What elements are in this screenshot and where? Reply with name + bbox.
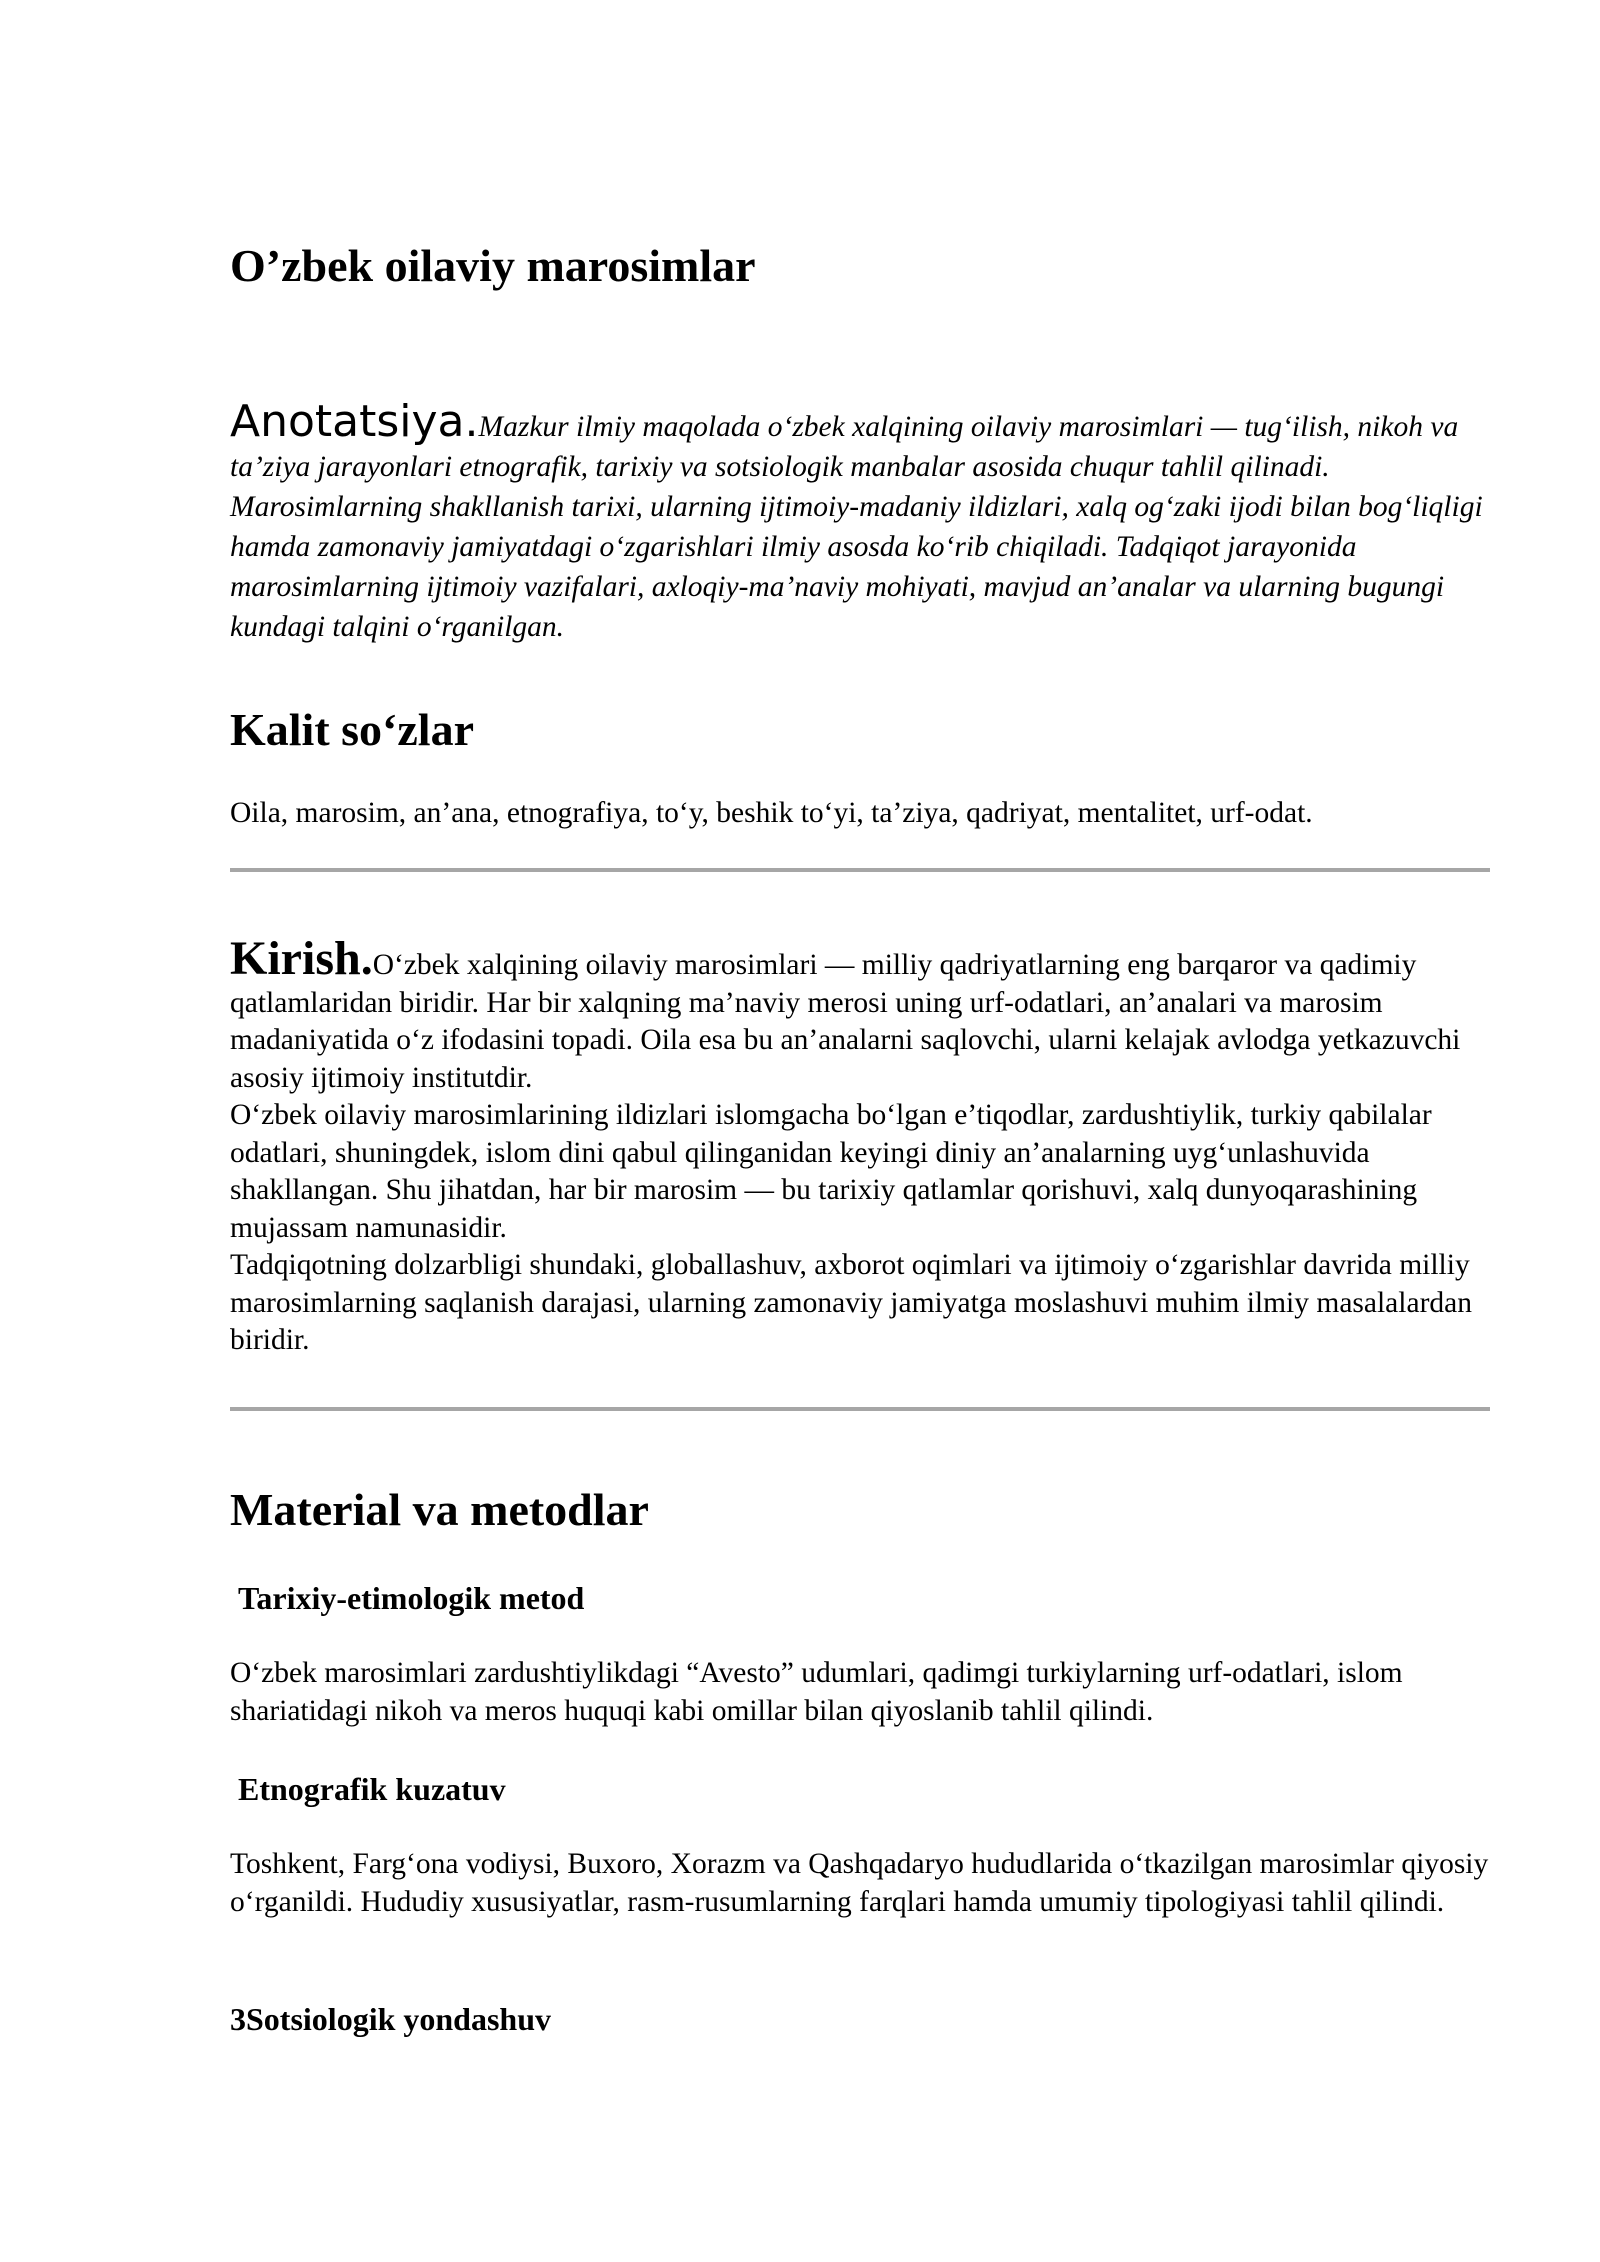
section-divider [230,868,1490,872]
intro-lead: Kirish. [230,932,373,985]
intro-paragraph-2: O‘zbek oilaviy marosimlarining ildizlari islomgacha bo‘lgan e’tiqodlar, zardushtiylik, turkiy qabilalar odatlari, shuningdek, islom dini qabul qilinganidan keyingi diniy an’analarning uyg‘unlashuvida shakllangan. Shu jihatdan, har bir marosim — bu tarixiy qatlamlar qorishuvi, xalq dunyoqarashining mujassam namunasidir. [230,1099,1432,1244]
method-text-historical: O‘zbek marosimlari zardushtiylikdagi “Avesto” udumlari, qadimgi turkiylarning urf-odatlari, islom shariatidagi nikoh va meros huquqi kabi omillar bilan qiyoslanib tahlil qilindi. [230,1657,1403,1727]
abstract-text: Mazkur ilmiy maqolada o‘zbek xalqining oilaviy marosimlari — tug‘ilish, nikoh va ta’ziya jarayonlari etnografik, tarixiy va sotsiologik manbalar asosida chuqur tahlil qilinadi. Marosimlarning shakllanish tarixi, ularning ijtimoiy-madaniy ildizlari, xalq og‘zaki ijodi bilan bog‘liqligi hamda zamonaviy jamiyatdagi o‘zgarishlari ilmiy asosda ko‘rib chiqiladi. Tadqiqot jarayonida marosimlarning ijtimoiy vazifalari, axloqiy-ma’naviy mohiyati, mavjud an’analar va ularning bugungi kundagi talqini o‘rganilgan. [230,411,1483,643]
method-heading-sociological: 3Sotsiologik yondashuv [230,2001,552,2037]
method-heading-historical: Tarixiy-etimologik metod [238,1580,585,1616]
intro-paragraph-3: Tadqiqotning dolzarbligi shundaki, globallashuv, axborot oqimlari va ijtimoiy o‘zgarishlar davrida milliy marosimlarning saqlanish darajasi, ularning zamonaviy jamiyatga moslashuvi muhim ilmiy masalalardan biridir. [230,1249,1472,1356]
intro-text-1: O‘zbek xalqining oilaviy marosimlari — milliy qadriyatlarning eng barqaror va qadimiy qatlamlaridan biridir. Har bir xalqning ma’naviy merosi uning urf-odatlari, an’analari va marosim madaniyatida o‘z ifodasini topadi. Oila esa bu an’analarni saqlovchi, ularni kelajak avlodga yetkazuvchi asosiy ijtimoiy institutdir. [230,949,1461,1094]
abstract [230,396,1490,647]
keywords-text: Oila, marosim, an’ana, etnografiya, to‘y, beshik to‘yi, ta’ziya, qadriyat, mentalitet, urf-odat. [230,797,1313,829]
keywords-heading: Kalit so‘zlar [230,704,474,755]
method-text-ethnographic: Toshkent, Farg‘ona vodiysi, Buxoro, Xorazm va Qashqadaryo hududlarida o‘tkazilgan marosimlar qiyosiy o‘rganildi. Hududiy xususiyatlar, rasm-rusumlarning farqlari hamda umumiy tipologiyasi tahlil qilindi. [230,1848,1489,1918]
introduction [230,932,1490,1360]
intro-paragraph-1 [230,932,1490,1097]
method-heading-ethnographic: Etnografik kuzatuv [238,1771,506,1807]
methods-heading: Material va metodlar [230,1484,649,1535]
section-divider [230,1407,1490,1411]
abstract-lead: Anotatsiya. [230,396,479,447]
document-title: O’zbek oilaviy marosimlar [230,240,756,291]
